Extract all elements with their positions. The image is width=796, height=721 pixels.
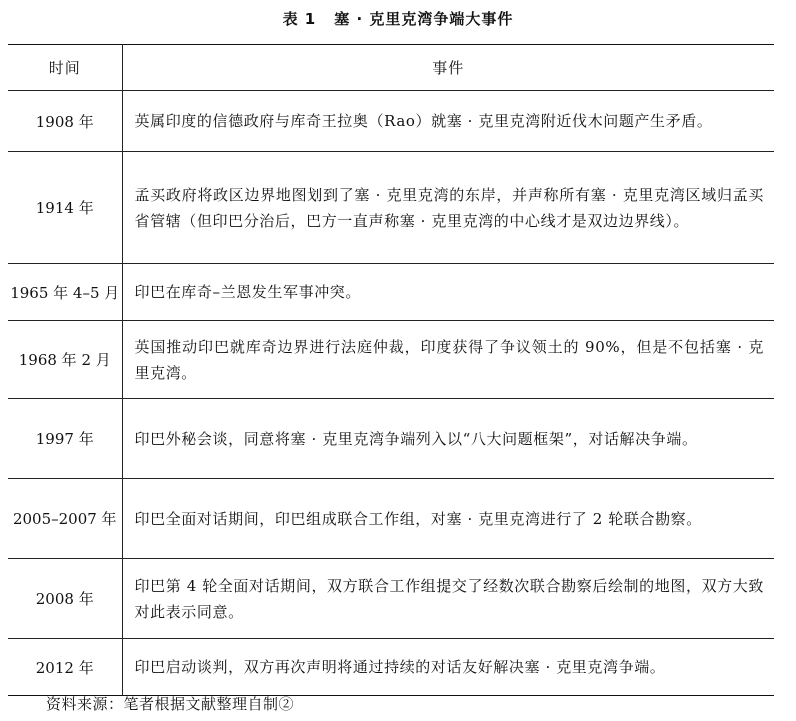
time-cell: 2012 年: [8, 639, 122, 696]
time-cell: 1997 年: [8, 399, 122, 479]
event-cell: 印巴全面对话期间，印巴组成联合工作组，对塞 · 克里克湾进行了 2 轮联合勘察。: [122, 479, 774, 559]
source-note: 资料来源：笔者根据文献整理自制②: [46, 695, 295, 713]
event-cell: 印巴在库奇–兰恩发生军事冲突。: [122, 264, 774, 321]
event-cell: 英属印度的信德政府与库奇王拉奥（Rao）就塞 · 克里克湾附近伐木问题产生矛盾。: [122, 91, 774, 152]
table-row: [8, 91, 774, 152]
table-row: [8, 321, 774, 399]
table-number: 表 1: [282, 10, 317, 28]
table-row: [8, 399, 774, 479]
header-row: [8, 45, 774, 91]
table-title: 塞 · 克里克湾争端大事件: [334, 10, 514, 28]
event-column-header: 事件: [122, 45, 774, 91]
time-cell: 2008 年: [8, 559, 122, 639]
time-cell: 1914 年: [8, 152, 122, 264]
time-cell: 1908 年: [8, 91, 122, 152]
event-cell: 印巴第 4 轮全面对话期间，双方联合工作组提交了经数次联合勘察后绘制的地图，双方大致对此表示同意。: [122, 559, 774, 639]
time-cell: 1968 年 2 月: [8, 321, 122, 399]
table-row: [8, 639, 774, 696]
time-column-header: 时间: [8, 45, 122, 91]
time-cell: 1965 年 4–5 月: [8, 264, 122, 321]
table-row: [8, 559, 774, 639]
event-cell: 英国推动印巴就库奇边界进行法庭仲裁，印度获得了争议领土的 90%，但是不包括塞 · 克里克湾。: [122, 321, 774, 399]
time-cell: 2005–2007 年: [8, 479, 122, 559]
table-caption: [0, 8, 796, 30]
table-row: [8, 264, 774, 321]
table-row: [8, 152, 774, 264]
table-row: [8, 479, 774, 559]
event-cell: 印巴启动谈判，双方再次声明将通过持续的对话友好解决塞 · 克里克湾争端。: [122, 639, 774, 696]
event-cell: 孟买政府将政区边界地图划到了塞 · 克里克湾的东岸，并声称所有塞 · 克里克湾区域归孟买省管辖（但印巴分治后，巴方一直声称塞 · 克里克湾的中心线才是双边边界线）。: [122, 152, 774, 264]
event-cell: 印巴外秘会谈，同意将塞 · 克里克湾争端列入以“八大问题框架”，对话解决争端。: [122, 399, 774, 479]
events-table: [8, 44, 774, 696]
